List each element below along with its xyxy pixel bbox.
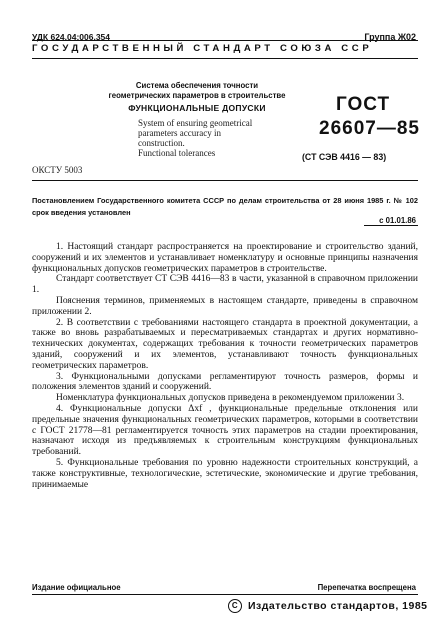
- paragraph: 3. Функциональными допусками регламентируют точность размеров, формы и положения элементов зданий и сооружений.: [32, 371, 418, 393]
- paragraph: Номенклатура функциональных допусков приведена в рекомендуемом приложении 3.: [56, 393, 405, 404]
- copyright-text: Издательство стандартов, 1985: [248, 599, 428, 612]
- system-title-line1: Система обеспечения точности: [135, 81, 259, 90]
- paragraph: 4. Функциональные допуски Δxf , функциональные предельные отклонения или предельные значения функциональных геометрических параметров, которыми в соответствии с ГОСТ 21778—81 регламентируется точность этих параметров на стадии проектирования, назначают исходя из предъявляемых к строительным конструкциям функциональных требований.: [32, 403, 418, 458]
- banner-rule: [32, 58, 418, 59]
- copyright-icon: C: [228, 599, 242, 613]
- gost-number: 26607—85: [319, 118, 420, 139]
- title-en-line1: System of ensuring geometrical: [138, 118, 253, 128]
- title-en-line3: Functional tolerances: [138, 148, 216, 158]
- effective-date-underline: [364, 225, 418, 226]
- decree-text: Постановлением Государственного комитета СССР по делам строительства от 28 июня 1985 г. № 102 срок введения установлен: [32, 196, 418, 217]
- system-title: [102, 81, 292, 101]
- gost-label: ГОСТ: [336, 94, 391, 115]
- document-title-en: [138, 118, 268, 158]
- footer-rule: [32, 594, 418, 595]
- top-rule: [32, 40, 418, 41]
- body-text: [32, 242, 418, 490]
- standard-banner: ГОСУДАРСТВЕННЫЙ СТАНДАРТ СОЮЗА ССР: [32, 43, 373, 54]
- group-code: Группа Ж02: [364, 32, 416, 42]
- title-en-line2: parameters accuracy in construction.: [138, 128, 221, 148]
- okstu-rule: [32, 180, 418, 181]
- sev-reference: (СТ СЭВ 4416 — 83): [302, 152, 387, 162]
- paragraph: Пояснения терминов, применяемых в настоящем стандарте, приведены в справочном приложении 2.: [32, 295, 418, 317]
- effective-date: с 01.01.86: [379, 216, 416, 225]
- copyright: [228, 599, 428, 613]
- paragraph: 1. Настоящий стандарт распространяется на проектирование и строительство зданий, сооружений и их элементов и устанавливает номенклатуру и основные принципы назначения функциональных допусков геометрических параметров в строительстве.: [32, 242, 418, 274]
- paragraph: 5. Функциональные требования по уровню надежности строительных конструкций, а также конструктивные, технологические, эстетические, экономические и другие требования, принимаемые: [32, 457, 418, 490]
- reprint-prohibited-label: Перепечатка воспрещена: [317, 583, 416, 592]
- paragraph: Стандарт соответствует СТ СЭВ 4416—83 в части, указанной в справочном приложении 1.: [32, 274, 418, 296]
- okstu-code: ОКСТУ 5003: [32, 165, 83, 175]
- udk-code: УДК 624.04:006.354: [32, 32, 111, 42]
- document-title-ru: ФУНКЦИОНАЛЬНЫЕ ДОПУСКИ: [128, 103, 266, 113]
- system-title-line2: геометрических параметров в строительстве: [108, 91, 286, 100]
- official-edition-label: Издание официальное: [32, 583, 121, 592]
- paragraph: 2. В соответствии с требованиями настоящего стандарта в проектной документации, а также во вновь разрабатываемых и пересматриваемых стандартах и других нормативно-технических документах, содержащих требования к точности геометрических параметров зданий, сооружений и их элементов, устанавливают точность функциональных геометрических параметров.: [32, 317, 418, 371]
